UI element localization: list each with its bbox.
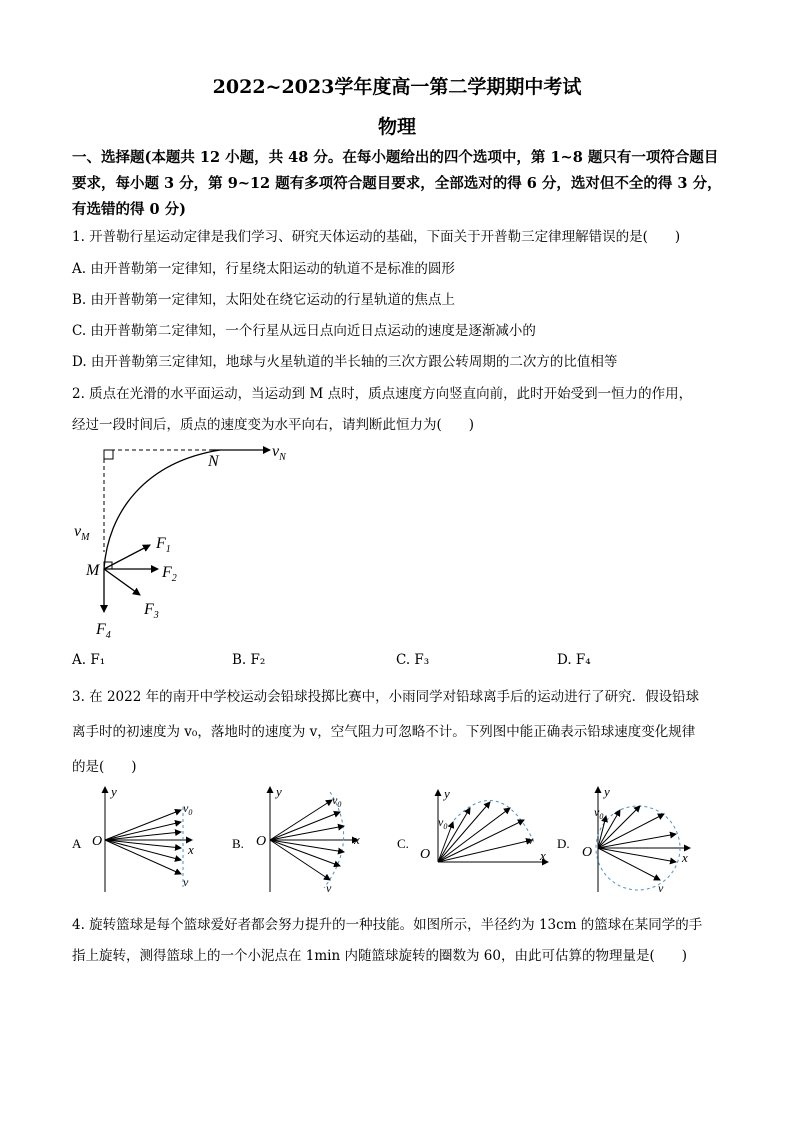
q4-stem-line2: 指上旋转，测得篮球上的一个小泥点在 1min 内随篮球旋转的圈数为 60，由此可估算的物理量是( ) <box>72 948 687 964</box>
svg-text:v0: $v_0$ <box>594 805 604 821</box>
svg-text:O: O <box>582 845 593 860</box>
F3-arrow <box>104 569 140 595</box>
label-F3: $F_3$ <box>144 601 159 621</box>
q3-stem-line2: 离手时的初速度为 v₀，落地时的速度为 v，空气阻力可忽略不计。下列图中能正确表示铅球速度变化规律 <box>72 724 696 740</box>
label-F4: $F_4$ <box>96 621 111 641</box>
q3-stem-line3: 的是( ) <box>72 759 137 775</box>
label-N: N <box>208 453 219 470</box>
q3-figure-d <box>557 784 690 895</box>
svg-text:O: O <box>256 834 267 849</box>
q4-stem-line1: 4. 旋转篮球是每个篮球爱好者都会努力提升的一种技能。如图所示，半径约为 13cm 的篮球在某同学的手 <box>72 917 703 933</box>
q3-figures <box>60 782 710 900</box>
q1-option-c: C. 由开普勒第二定律知，一个行星从远日点向近日点运动的速度是逐渐减小的 <box>72 323 536 339</box>
q2-stem-line1: 2. 质点在光滑的水平面运动，当运动到 M 点时，质点速度方向竖直向前，此时开始受到一恒力的作用， <box>72 386 693 402</box>
svg-text:C.: C. <box>397 836 409 851</box>
q1-option-b: B. 由开普勒第一定律知，太阳处在绕它运动的行星轨道的焦点上 <box>72 292 456 308</box>
section1-instructions: 一、选择题(本题共 12 小题，共 48 分。在每小题给出的四个选项中，第 1~8 题只有一项符合题目要求，每小题 3 分，第 9~12 题有多项符合题目要求，全部选对的得 6 分，选对但不全的得 3 分，有选错的得 0 分) <box>72 149 722 218</box>
q1-stem: 1. 开普勒行星运动定律是我们学习、研究天体运动的基础，下面关于开普勒三定律理解错误的是( ) <box>72 229 681 245</box>
svg-text:B.: B. <box>232 836 244 851</box>
label-vM: $v_M$ <box>74 523 90 543</box>
q1-option-a: A. 由开普勒第一定律知，行星绕太阳运动的轨道不是标准的圆形 <box>72 261 455 277</box>
svg-text:O: O <box>420 847 431 862</box>
svg-text:v: v <box>326 881 332 895</box>
q3-figure-b <box>232 784 360 895</box>
svg-text:x: x <box>682 850 688 865</box>
label-F1: $F_1$ <box>156 535 171 555</box>
svg-text:x: x <box>354 832 360 847</box>
svg-text:y: y <box>604 784 610 799</box>
q2-option-b: B. F₂ <box>232 652 266 668</box>
svg-text:D.: D. <box>557 836 570 851</box>
svg-text:y: y <box>111 784 117 799</box>
exam-subject: 物理 <box>377 116 416 138</box>
svg-text:v: v <box>528 833 534 847</box>
label-M: M <box>86 562 100 579</box>
svg-text:x: x <box>188 842 194 857</box>
svg-text:x: x <box>540 848 546 863</box>
svg-text:y: y <box>444 786 450 801</box>
svg-text:A: A <box>72 836 82 851</box>
label-vN: $v_N$ <box>272 443 286 463</box>
svg-text:v0: $v_0$ <box>183 801 193 817</box>
svg-text:v0: $v_0$ <box>438 815 448 831</box>
svg-text:v: v <box>658 881 664 895</box>
svg-text:y: y <box>276 784 282 799</box>
q2-option-c: C. F₃ <box>396 652 430 668</box>
svg-text:v: v <box>183 875 189 889</box>
svg-text:v0: $v_0$ <box>332 793 342 809</box>
q2-figure <box>70 432 310 642</box>
q2-option-d: D. F₄ <box>557 652 591 668</box>
q2-option-a: A. F₁ <box>72 652 106 668</box>
svg-text:O: O <box>92 834 103 849</box>
q1-option-d: D. 由开普勒第三定律知，地球与火星轨道的半长轴的三次方跟公转周期的二次方的比值相等 <box>72 354 618 370</box>
F1-arrow <box>104 545 150 569</box>
q2-stem-line2: 经过一段时间后，质点的速度变为水平向右，请判断此恒力为( ) <box>72 417 475 433</box>
q3-stem-line1: 3. 在 2022 年的南开中学校运动会铅球投掷比赛中，小雨同学对铅球离手后的运动进行了研究．假设铅球 <box>72 689 700 705</box>
right-angle-mark <box>104 450 113 459</box>
exam-title: 2022~2023学年度高一第二学期期中考试 <box>212 76 582 98</box>
label-F2: $F_2$ <box>162 564 177 584</box>
q3-figure-a <box>72 784 194 892</box>
q3-figure-c <box>397 786 548 863</box>
